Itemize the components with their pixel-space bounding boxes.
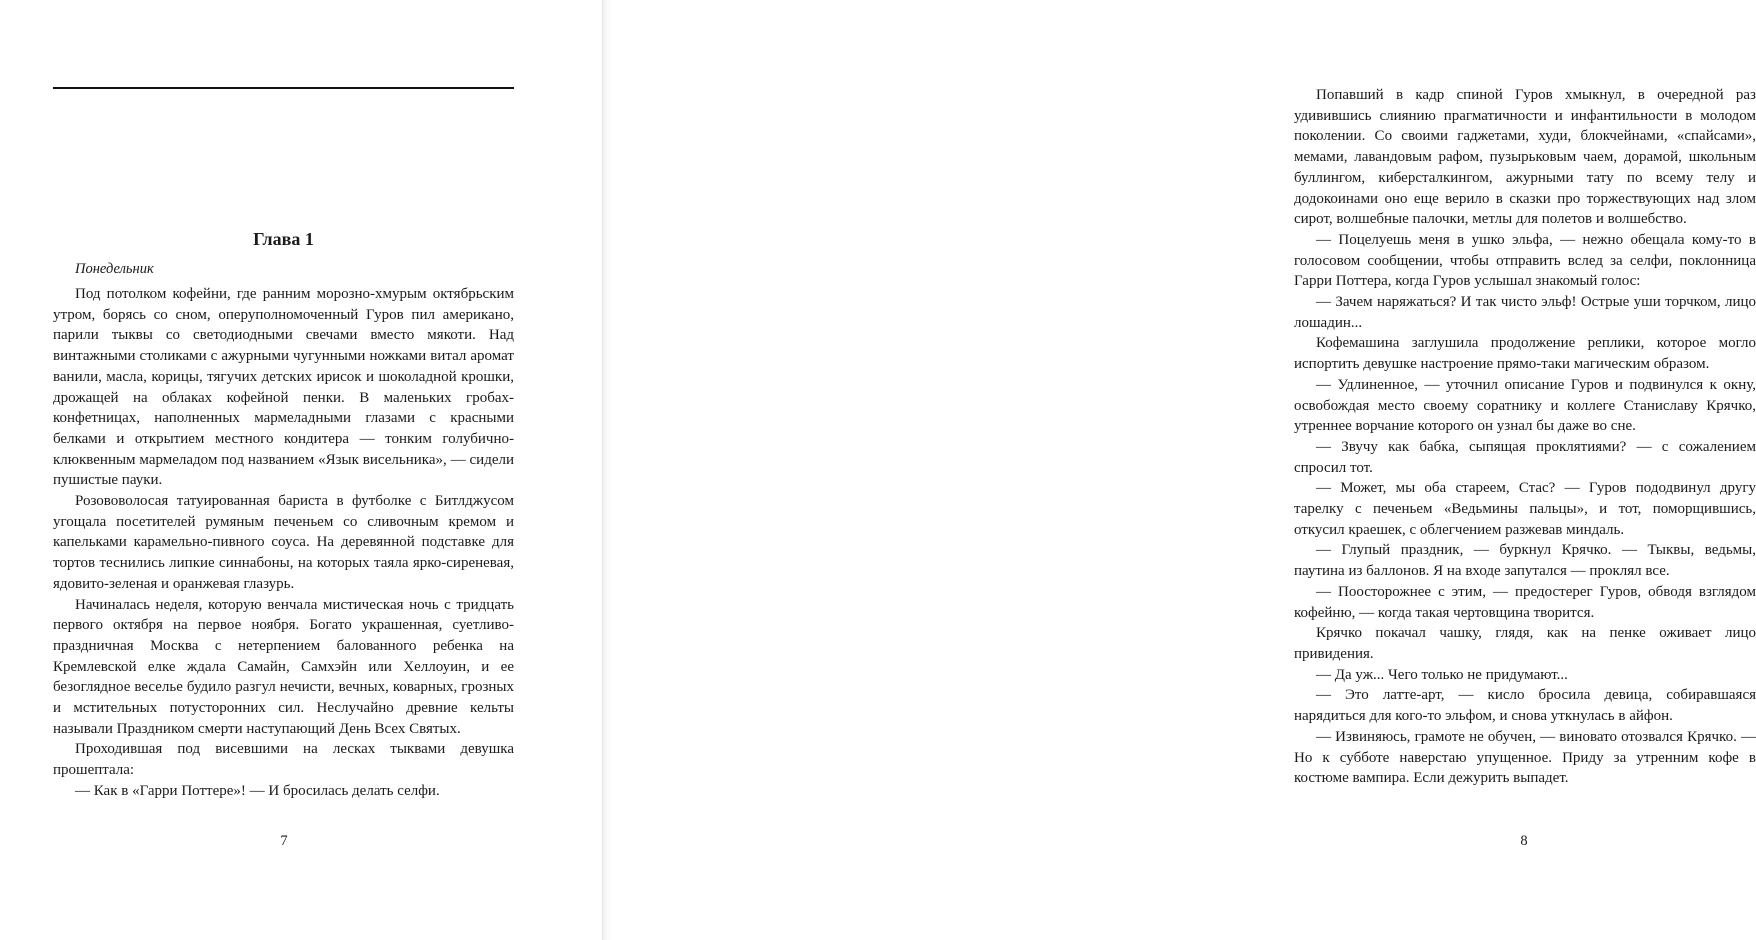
paragraph: — Зачем наряжаться? И так чисто эльф! Острые уши торчком, лицо лошадин... <box>1294 294 1756 331</box>
paragraph: Розововолосая татуированная бариста в футболке с Битлджусом угощала посетителей румяным печеньем со сливочным кремом и капельками карамельно-пивного соуса. На деревянной подставке для тортов теснились липкие синнабоны, на которых таяла ярко-сиреневая, ядовито-зеленая и оранжевая глазурь. <box>53 493 514 592</box>
paragraph: — Глупый праздник, — буркнул Крячко. — Тыквы, ведьмы, паутина из баллонов. Я на входе запутался — проклял все. <box>1294 542 1756 580</box>
paragraph: — Это латте-арт, — кисло бросила девица, собиравшаяся нарядиться для кого-то эльфом, и снова уткнулась в айфон. <box>1294 687 1756 725</box>
paragraph: — Удлиненное, — уточнил описание Гуров и подвинулся к окну, освобождая место своему соратнику и коллеге Станиславу Крячко, утреннее ворчание которого он узнал бы даже во сне. <box>1294 376 1756 435</box>
chapter-subtitle: Понедельник <box>75 261 154 277</box>
paragraph: — Поосторожнее с этим, — предостерег Гуров, обводя взглядом кофейню, — когда такая чертовщина творится. <box>1294 583 1756 621</box>
paragraph: Крячко покачал чашку, глядя, как на пенке оживает лицо привидения. <box>1294 625 1756 662</box>
paragraph: — Звучу как бабка, сыпящая проклятиями? — с сожалением спросил тот. <box>1294 438 1756 476</box>
paragraph: Попавший в кадр спиной Гуров хмыкнул, в очередной раз удивившись слиянию прагматичности и инфантильности в молодом поколении. Со своими гаджетами, худи, блокчейнами, «спайсами», мемами, лавандовым рафом, пузырьковым чаем, дорамой, школьным буллингом, киберсталкингом, ажурными тату по всему телу и додокоинами оно еще верило в сказки про торжествующих над злом сирот, волшебные палочки, метлы для полетов и волшебство. <box>1294 87 1756 228</box>
page-number-left: 7 <box>280 833 288 849</box>
right-page <box>603 0 1756 940</box>
left-page <box>0 0 603 940</box>
paragraph: — Как в «Гарри Поттере»! — И бросилась делать селфи. <box>75 782 440 799</box>
paragraph: Проходившая под висевшими на лесках тыквами девушка прошептала: <box>53 741 514 779</box>
chapter-rule <box>53 87 514 89</box>
paragraph: Начиналась неделя, которую венчала мистическая ночь с тридцать первого октября на первое ноября. Богато украшенная, суетливо-праздничная Москва с нетерпением балованного ребенка на Кремлевской елке ждала Самайн, Самхэйн или Хеллоуин, и ее безоглядное веселье будило разгул нечисти, вечных, коварных, грозных и мстительных потусторонних сил. Неслучайно древние кельты называли Праздником смерти наступающий День Всех Святых. <box>53 596 514 737</box>
paragraph: — Может, мы оба стареем, Стас? — Гуров пододвинул другу тарелку с печеньем «Ведьмины пальцы», и тот, поморщившись, откусил краешек, с облегчением разжевав миндаль. <box>1294 480 1756 538</box>
paragraph: — Да уж... Чего только не придумают... <box>1316 666 1568 683</box>
chapter-title: Глава 1 <box>253 229 314 249</box>
paragraph: Под потолком кофейни, где ранним морозно-хмурым октябрьским утром, борясь со сном, оперуполномоченный Гуров пил американо, парили тыквы со светодиодными свечами вместо мякоти. Над винтажными столиками с ажурными чугунными ножками витал аромат ванили, масла, корицы, тягучих детских ирисок и шоколадной крошки, дрожащей на облаках кофейной пенки. В маленьких гробах-конфетницах, наполненных мармеладными глазами с красными белками и открытием местного кондитера — тонким голубично-клюквенным мармеладом под названием «Язык висельника», — сидели пушистые пауки. <box>53 286 514 489</box>
page-number-right: 8 <box>1520 833 1528 849</box>
left-page-text <box>53 284 514 802</box>
paragraph: — Поцелуешь меня в ушко эльфа, — нежно обещала кому-то в голосовом сообщении, чтобы отправить вслед за селфи, поклонница Гарри Поттера, когда Гуров услышал знакомый голос: <box>1294 231 1756 290</box>
paragraph: — Извиняюсь, грамоте не обучен, — виновато отозвался Крячко. — Но к субботе наверстаю упущенное. Приду за утренним кофе в костюме вампира. Если дежурить выпадет. <box>1294 728 1756 787</box>
paragraph: Кофемашина заглушила продолжение реплики, которое могло испортить девушке настроение прямо-таки магическим образом. <box>1294 335 1756 373</box>
right-page-text <box>1294 85 1756 789</box>
